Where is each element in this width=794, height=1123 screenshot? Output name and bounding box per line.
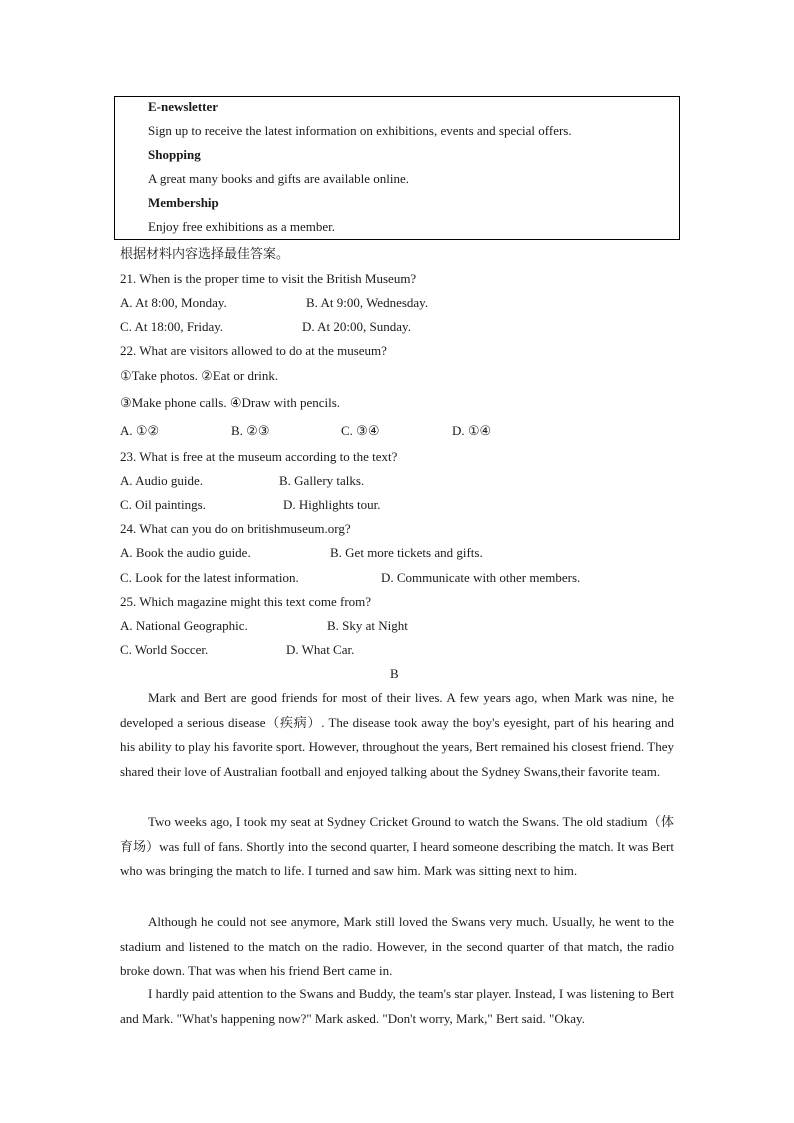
enewsletter-heading: E-newsletter <box>148 99 219 114</box>
passage-paragraph-4: I hardly paid attention to the Swans and Buddy, the team's star player. Instead, I was listening to Bert and Mark. "What's happening now?" Mark asked. "Don't worry, Mark," Bert said. "Okay. <box>120 986 674 1026</box>
question-22-sub-items-1: ①Take photos. ②Eat or drink. <box>120 368 279 383</box>
membership-heading: Membership <box>148 195 219 210</box>
question-22-option-a: A. ①② <box>120 423 160 438</box>
question-22-stem: 22. What are visitors allowed to do at the museum? <box>120 343 387 358</box>
question-23-option-c: C. Oil paintings. <box>120 497 206 512</box>
question-21-stem: 21. When is the proper time to visit the British Museum? <box>120 271 417 286</box>
question-22-option-b: B. ②③ <box>231 423 270 438</box>
question-25-option-c: C. World Soccer. <box>120 642 209 657</box>
question-25-stem: 25. Which magazine might this text come from? <box>120 594 372 609</box>
question-21-option-d: D. At 20:00, Sunday. <box>302 319 411 334</box>
enewsletter-text: Sign up to receive the latest information on exhibitions, events and special offers. <box>148 123 572 138</box>
question-25-option-a: A. National Geographic. <box>120 618 248 633</box>
question-24-stem: 24. What can you do on britishmuseum.org? <box>120 521 351 536</box>
question-22-option-c: C. ③④ <box>341 423 380 438</box>
passage-paragraph-2: Two weeks ago, I took my seat at Sydney Cricket Ground to watch the Swans. The old stadium（体育场）was full of fans. Shortly into the second quarter, I heard someone describing the match. It was Bert who was bringing the match to life. I turned and saw him. Mark was sitting next to him. <box>120 814 674 878</box>
shopping-text: A great many books and gifts are available online. <box>148 171 410 186</box>
passage-paragraph-1: Mark and Bert are good friends for most of their lives. A few years ago, when Mark was nine, he developed a serious disease（疾病）. The disease took away the boy's eyesight, part of his hearing and his ability to play his favorite sport. However, throughout the years, Bert remained his closest friend. They shared their love of Australian football and enjoyed talking about the Sydney Swans,their favorite team. <box>120 690 674 779</box>
question-24-option-c: C. Look for the latest information. <box>120 570 299 585</box>
membership-text: Enjoy free exhibitions as a member. <box>148 219 336 234</box>
shopping-heading: Shopping <box>148 147 201 162</box>
question-24-option-d: D. Communicate with other members. <box>381 570 581 585</box>
info-box <box>114 96 680 240</box>
question-23-option-a: A. Audio guide. <box>120 473 204 488</box>
question-23-option-d: D. Highlights tour. <box>283 497 381 512</box>
passage-paragraph-3: Although he could not see anymore, Mark still loved the Swans very much. Usually, he went to the stadium and listened to the match on the radio. However, in the second quarter of that match, the radio broke down. That was when his friend Bert came in. <box>120 914 674 978</box>
question-22-option-d: D. ①④ <box>452 423 492 438</box>
question-22-sub-items-2: ③Make phone calls. ④Draw with pencils. <box>120 395 341 410</box>
question-25-option-d: D. What Car. <box>286 642 355 657</box>
section-b-label: B <box>390 666 399 681</box>
question-21-option-c: C. At 18:00, Friday. <box>120 319 224 334</box>
instruction: 根据材料内容选择最佳答案。 <box>120 246 290 261</box>
question-23-stem: 23. What is free at the museum according to the text? <box>120 449 398 464</box>
question-23-option-b: B. Gallery talks. <box>279 473 365 488</box>
question-24-option-a: A. Book the audio guide. <box>120 545 251 560</box>
question-24-option-b: B. Get more tickets and gifts. <box>330 545 483 560</box>
question-21-option-a: A. At 8:00, Monday. <box>120 295 227 310</box>
question-21-option-b: B. At 9:00, Wednesday. <box>306 295 429 310</box>
question-25-option-b: B. Sky at Night <box>327 618 408 633</box>
